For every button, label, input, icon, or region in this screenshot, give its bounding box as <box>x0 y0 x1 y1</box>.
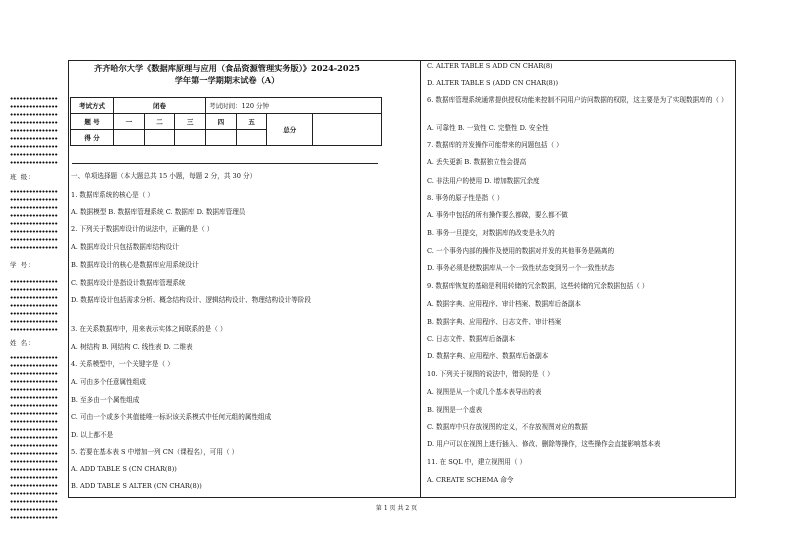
dotted-line <box>10 452 58 455</box>
question-number-label: 题 号 <box>71 114 114 130</box>
question-col-1: 一 <box>114 114 145 130</box>
question-line: 5. 若要在基本表 S 中增加一列 CN（课程名），可用（ ） <box>71 448 239 456</box>
dotted-line <box>10 420 58 423</box>
dotted-line <box>10 436 58 439</box>
question-line: 6. 数据库管理系统通常提供授权功能来控制不同用户访问数据的权限，这主要是为了实现数据库的（ ） <box>427 96 728 104</box>
option-line: A. CREATE SCHEMA 命令 <box>427 476 514 484</box>
option-line: A. 可由多个任意属性组成 <box>71 378 146 386</box>
dotted-line <box>10 288 58 291</box>
question-line: 1. 数据库系统的核心是（ ） <box>71 191 155 199</box>
section-heading: 一、单项选择题（本大题总共 15 小题，每题 2 分，共 30 分） <box>71 172 257 180</box>
dotted-line <box>10 492 58 495</box>
option-line: D. 用户可以在视图上进行插入、修改、删除等操作，这些操作会直接影响基本表 <box>427 440 661 448</box>
dotted-line <box>10 145 58 148</box>
score-cell[interactable] <box>206 130 237 146</box>
option-line: A. 事务中包括的所有操作要么都做，要么都不做 <box>427 211 568 219</box>
student-id-label: 学 号： <box>10 261 36 269</box>
dotted-line <box>10 484 58 487</box>
header-divider <box>72 163 378 164</box>
dotted-line <box>10 206 58 209</box>
dotted-line <box>10 404 58 407</box>
option-line: C. 可由一个或多个其值能唯一标识该关系模式中任何元组的属性组成 <box>71 413 272 421</box>
exam-mode-label: 考试方式 <box>71 98 114 114</box>
dotted-line <box>10 105 58 108</box>
exam-title <box>72 62 382 86</box>
score-cell[interactable] <box>175 130 206 146</box>
exam-mode-value: 闭卷 <box>114 98 206 114</box>
question-line: 11. 在 SQL 中，建立视图用（ ） <box>427 458 527 466</box>
option-line: D. ALTER TABLE S (ADD CN CHAR(8)) <box>427 79 559 87</box>
dotted-line <box>10 113 58 116</box>
dotted-line <box>10 388 58 391</box>
dotted-line <box>10 444 58 447</box>
question-line: 4. 关系模型中，一个关键字是（ ） <box>71 360 174 368</box>
dotted-line <box>10 97 58 100</box>
dotted-line <box>10 428 58 431</box>
option-line: D. 数据字典、应用程序、数据库后备副本 <box>427 352 549 360</box>
score-cell[interactable] <box>144 130 175 146</box>
dotted-line <box>10 222 58 225</box>
dotted-line <box>10 320 58 323</box>
dotted-line <box>10 468 58 471</box>
total-score-label: 总分 <box>267 114 313 146</box>
dotted-line <box>10 190 58 193</box>
dotted-line <box>10 137 58 140</box>
title-line-1: 齐齐哈尔大学《数据库原理与应用（食品资源管理实务版）》2024-2025 <box>94 63 360 73</box>
dotted-line <box>10 246 58 249</box>
dotted-line <box>10 129 58 132</box>
dotted-line <box>10 214 58 217</box>
total-score-cell[interactable] <box>313 114 382 146</box>
option-line: C. 日志文件、数据库后备副本 <box>427 335 516 343</box>
question-line: 7. 数据库的并发操作可能带来的问题包括（ ） <box>427 141 563 149</box>
option-line: B. 数据库设计的核心是数据库应用系统设计 <box>71 261 199 269</box>
option-line: D. 以上都不是 <box>71 431 114 439</box>
score-cell[interactable] <box>236 130 267 146</box>
question-line: 8. 事务的原子性是指（ ） <box>427 194 504 202</box>
option-line: A. 视图是从一个或几个基本表导出的表 <box>427 388 542 396</box>
option-line: A. 数据字典、应用程序、审计档案、数据库后备副本 <box>427 300 582 308</box>
option-line: C. 非法用户的使用 D. 增加数据冗余度 <box>427 177 540 185</box>
question-col-2: 二 <box>144 114 175 130</box>
name-label: 姓 名： <box>10 339 36 347</box>
option-line: B. 至多由一个属性组成 <box>71 396 140 404</box>
dotted-line <box>10 412 58 415</box>
dotted-line <box>10 121 58 124</box>
dotted-line <box>10 312 58 315</box>
option-line: A. 数据库设计只包括数据库结构设计 <box>71 243 179 251</box>
option-line: B. 数据字典、应用程序、日志文件、审计档案 <box>427 318 562 326</box>
option-line: A. ADD TABLE S (CN CHAR(8)) <box>71 465 177 473</box>
dotted-line <box>10 364 58 367</box>
question-line: 3. 在关系数据库中，用来表示实体之间联系的是（ ） <box>71 325 227 333</box>
dotted-line <box>10 356 58 359</box>
dotted-line <box>10 372 58 375</box>
dotted-line <box>10 460 58 463</box>
option-line: A. 树结构 B. 网结构 C. 线性表 D. 二维表 <box>71 343 193 351</box>
question-col-4: 四 <box>206 114 237 130</box>
option-line: C. 数据库设计是指设计数据库管理系统 <box>71 279 186 287</box>
dotted-line <box>10 280 58 283</box>
dotted-line <box>10 476 58 479</box>
dotted-line <box>10 161 58 164</box>
option-line: C. 一个事务内部的操作及使用的数据对并发的其他事务是隔离的 <box>427 247 615 255</box>
option-line: B. 事务一旦提交，对数据库的改变是永久的 <box>427 229 555 237</box>
option-line: D. 数据库设计包括需求分析、概念结构设计、逻辑结构设计、物理结构设计等阶段 <box>71 296 312 304</box>
score-label: 得 分 <box>71 130 114 146</box>
title-line-2: 学年第一学期期末试卷（A） <box>174 75 280 85</box>
exam-time: 考试时间：120 分钟 <box>206 98 382 114</box>
column-divider <box>420 60 421 498</box>
dotted-line <box>10 296 58 299</box>
dotted-line <box>10 304 58 307</box>
option-line: D. 事务必须是使数据库从一个一致性状态变到另一个一致性状态 <box>427 264 615 272</box>
class-label: 班 级： <box>10 173 36 181</box>
dotted-line <box>10 380 58 383</box>
option-line: B. ADD TABLE S ALTER (CN CHAR(8)) <box>71 482 202 490</box>
question-line: 9. 数据库恢复的基础是利用转储的冗余数据，这些转储的冗余数据包括（ ） <box>427 282 649 290</box>
option-line: B. 视图是一个虚表 <box>427 406 483 414</box>
option-line: C. ALTER TABLE S ADD CN CHAR(8) <box>427 62 553 70</box>
page-number: 第 1 页 共 2 页 <box>375 505 418 512</box>
dotted-line <box>10 230 58 233</box>
dotted-line <box>10 153 58 156</box>
score-table <box>70 97 382 146</box>
dotted-line <box>10 198 58 201</box>
score-cell[interactable] <box>114 130 145 146</box>
option-line: A. 数据模型 B. 数据库管理系统 C. 数据库 D. 数据库管理员 <box>71 208 246 216</box>
question-line: 2. 下列关于数据库设计的说法中，正确的是（ ） <box>71 225 214 233</box>
dotted-line <box>10 328 58 331</box>
dotted-line <box>10 516 58 519</box>
option-line: A. 可靠性 B. 一致性 C. 完整性 D. 安全性 <box>427 124 549 132</box>
question-line: 10. 下列关于视图的说法中，错误的是（ ） <box>427 370 554 378</box>
question-col-3: 三 <box>175 114 206 130</box>
dotted-line <box>10 238 58 241</box>
option-line: A. 丢失更新 B. 数据独立性会提高 <box>427 158 527 166</box>
dotted-line <box>10 396 58 399</box>
option-line: C. 数据库中只存放视图的定义，不存放视图对应的数据 <box>427 423 588 431</box>
question-col-5: 五 <box>236 114 267 130</box>
